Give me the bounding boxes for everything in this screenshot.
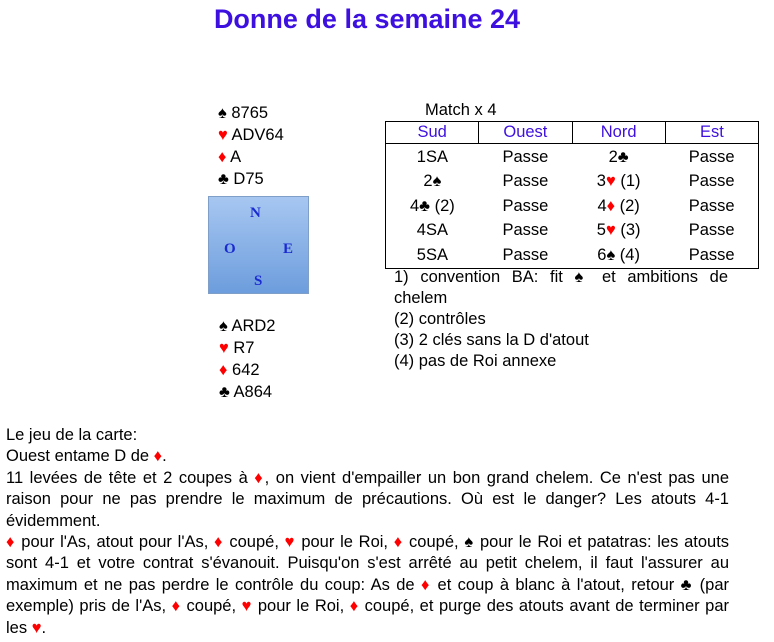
heart-icon: ♥ — [605, 172, 616, 191]
diamond-icon: ♦ — [171, 597, 181, 616]
compass-north: N — [250, 205, 261, 221]
header-sud: Sud — [386, 122, 479, 144]
bidding-row — [386, 243, 759, 268]
heart-icon: ♥ — [284, 533, 296, 552]
diamond-icon: ♦ — [254, 468, 265, 487]
south-diamonds: ♦ 642 — [219, 361, 260, 379]
club-icon: ♣ — [219, 383, 230, 401]
bidding-table — [385, 121, 759, 269]
play-paragraph: ♦ pour l'As, atout pour l'As, ♦ coupé, ♥ pour le Roi, ♦ coupé, ♠ pour le Roi et patatras: les atouts sont 4-1 et votre contrat s'évanouit. Puisqu'on s'est arrêté au petit chelem, il faut l'assurer au maximum et ne pas perdre le contrôle du coup: As de ♦ et coup à blanc à l'atout, retour ♣ (par exemple) pris de l'As, ♦ coupé, ♥ pour le Roi, ♦ coupé, et purge des atouts avant de terminer par les ♥. — [6, 533, 730, 637]
diamond-icon: ♦ — [153, 447, 163, 466]
bidding-note: (4) pas de Roi annexe — [394, 352, 557, 370]
spade-icon: ♠ — [432, 172, 442, 191]
bidding-cell: 4♣ (2) — [409, 196, 455, 215]
heart-icon: ♥ — [241, 597, 253, 616]
compass-east: E — [283, 241, 294, 257]
heart-icon: ♥ — [31, 618, 42, 637]
bidding-row — [386, 144, 759, 170]
bidding-cell: Passe — [502, 147, 549, 166]
compass-south: S — [254, 273, 263, 289]
spade-icon: ♠ — [464, 533, 475, 552]
header-nord: Nord — [572, 122, 665, 144]
bidding-cell: 5♥ (3) — [596, 221, 641, 240]
bidding-cell: Passe — [502, 245, 549, 264]
bidding-note: 1) convention BA: fit ♠ et ambitions de chelem — [394, 268, 728, 307]
diamond-icon: ♦ — [420, 575, 432, 594]
diamond-icon: ♦ — [349, 597, 360, 616]
bidding-cell: Passe — [688, 196, 735, 215]
play-paragraph: 11 levées de tête et 2 coupes à ♦, on vient d'empailler un bon grand chelem. Ce n'est pas une raison pour ne pas prendre le maximum de précautions. Où est le danger? Les atouts 4-1 évidemment. — [6, 468, 729, 530]
north-diamonds: ♦ A — [218, 148, 242, 166]
bidding-cell: 5SA — [416, 245, 448, 264]
bidding-cell: 2♣ — [608, 147, 629, 166]
heart-icon: ♥ — [605, 221, 616, 240]
play-paragraph: Le jeu de la carte: — [6, 426, 138, 444]
south-clubs: ♣ A864 — [219, 383, 273, 401]
north-hand — [218, 102, 284, 190]
club-icon: ♣ — [680, 575, 694, 594]
page-title: Donne de la semaine 24 — [213, 4, 521, 34]
spade-icon: ♠ — [606, 245, 616, 264]
bidding-cell: 4SA — [416, 221, 448, 240]
bidding-body — [386, 144, 759, 269]
bidding-notes — [394, 267, 728, 372]
bidding-cell: 1SA — [416, 147, 448, 166]
bidding-cell: 2♠ — [423, 172, 442, 191]
diamond-icon: ♦ — [6, 533, 16, 552]
bidding-row — [386, 219, 759, 244]
heart-icon: ♥ — [219, 339, 229, 357]
diamond-icon: ♦ — [219, 361, 228, 379]
header-ouest: Ouest — [479, 122, 572, 144]
south-hearts: ♥ R7 — [219, 339, 255, 357]
south-spades: ♠ ARD2 — [219, 317, 276, 335]
diamond-icon: ♦ — [393, 533, 404, 552]
north-clubs: ♣ D75 — [218, 170, 264, 188]
bidding-cell: Passe — [502, 221, 549, 240]
bidding-cell: Passe — [502, 196, 549, 215]
header-est: Est — [665, 122, 758, 144]
bidding-cell: 6♠ (4) — [597, 245, 640, 264]
bidding-row — [386, 170, 759, 195]
bidding-row — [386, 194, 759, 219]
bidding-cell: 3♥ (1) — [596, 172, 641, 191]
north-hearts: ♥ ADV64 — [218, 126, 284, 144]
bidding-cell: Passe — [502, 172, 549, 191]
diamond-icon: ♦ — [214, 533, 224, 552]
play-text — [6, 425, 729, 639]
club-icon: ♣ — [419, 196, 430, 215]
club-icon: ♣ — [617, 147, 629, 166]
match-label: Match x 4 — [425, 101, 497, 119]
diamond-icon: ♦ — [606, 196, 616, 215]
bidding-note: (3) 2 clés sans la D d'atout — [394, 331, 589, 349]
bidding-cell: Passe — [688, 245, 735, 264]
spade-icon: ♠ — [218, 104, 227, 122]
play-paragraph: Ouest entame D de ♦. — [6, 447, 167, 466]
bidding-cell: Passe — [688, 221, 735, 240]
spade-icon: ♠ — [574, 268, 591, 286]
bidding-cell: 4♦ (2) — [597, 196, 640, 215]
diamond-icon: ♦ — [218, 148, 227, 166]
bidding-cell: Passe — [688, 147, 735, 166]
compass-west: O — [224, 241, 236, 257]
south-hand — [219, 315, 275, 403]
north-spades: ♠ 8765 — [218, 104, 269, 122]
spade-icon: ♠ — [219, 317, 228, 335]
bidding-note: (2) contrôles — [394, 310, 486, 328]
club-icon: ♣ — [218, 170, 229, 188]
bidding-header-row — [386, 122, 759, 144]
compass-box — [208, 196, 309, 294]
bidding-cell: Passe — [688, 172, 735, 191]
heart-icon: ♥ — [218, 126, 228, 144]
